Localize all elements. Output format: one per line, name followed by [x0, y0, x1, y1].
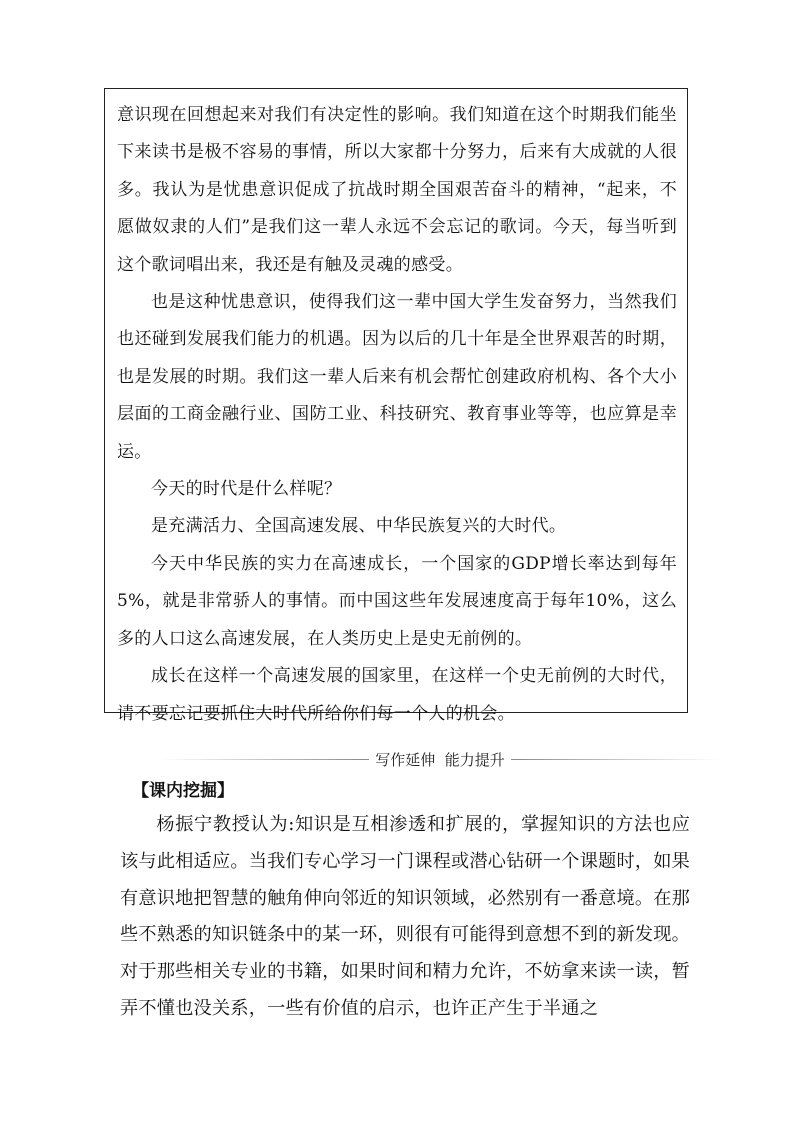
- divider-line-left: [160, 759, 369, 760]
- divider-line-right: [511, 759, 720, 760]
- box-paragraph-1: 意识现在回想起来对我们有决定性的影响。我们知道在这个时期我们能坐下来读书是极不容易的事情，所以大家都十分努力，后来有大成就的人很多。我认为是忧患意识促成了抗战时期全国艰苦奋斗的精神，“起来，不愿做奴隶的人们”是我们这一辈人永远不会忘记的歌词。今天，每当听到这个歌词唱出来，我还是有触及灵魂的感受。: [117, 105, 677, 275]
- box-paragraph-4: 是充满活力、全国高速发展、中华民族复兴的大时代。: [151, 516, 567, 537]
- box-paragraph-2: 也是这种忧患意识，使得我们这一辈中国大学生发奋努力，当然我们也还碰到发展我们能力的机遇。因为以后的几十年是全世界艰苦的时期，也是发展的时期。我们这一辈人后来有机会帮忙创建政府机构、各个大小层面的工商金融行业、国防工业、科技研究、教育事业等等，也应算是幸运。: [117, 292, 677, 462]
- section-heading: 【课内挖掘】: [132, 781, 234, 801]
- quoted-text-box: [104, 88, 688, 724]
- section-divider: [160, 748, 720, 770]
- divider-label: 写作延伸 能力提升: [375, 750, 505, 769]
- extension-section: [120, 775, 690, 1028]
- box-paragraph-6: 成长在这样一个高速发展的国家里，在这样一个史无前例的大时代，请不要忘记要抓住大时代所给你们每一个人的机会。: [117, 666, 677, 724]
- box-paragraph-3: 今天的时代是什么样呢？: [151, 479, 342, 500]
- section-paragraph-1: 杨振宁教授认为:知识是互相渗透和扩展的，掌握知识的方法也应该与此相适应。当我们专心学习一门课程或潜心钻研一个课题时，如果有意识地把智慧的触角伸向邻近的知识领域，必然别有一番意境。在那些不熟悉的知识链条中的某一环，则很有可能得到意想不到的新发现。对于那些相关专业的书籍，如果时间和精力允许，不妨拿来读一读，暂弄不懂也没关系，一些有价值的启示，也许正产生于半通之: [120, 814, 691, 1019]
- box-paragraph-5: 今天中华民族的实力在高速成长，一个国家的GDP增长率达到每年5%，就是非常骄人的事情。而中国这些年发展速度高于每年10%，这么多的人口这么高速发展，在人类历史上是史无前例的。: [117, 553, 677, 649]
